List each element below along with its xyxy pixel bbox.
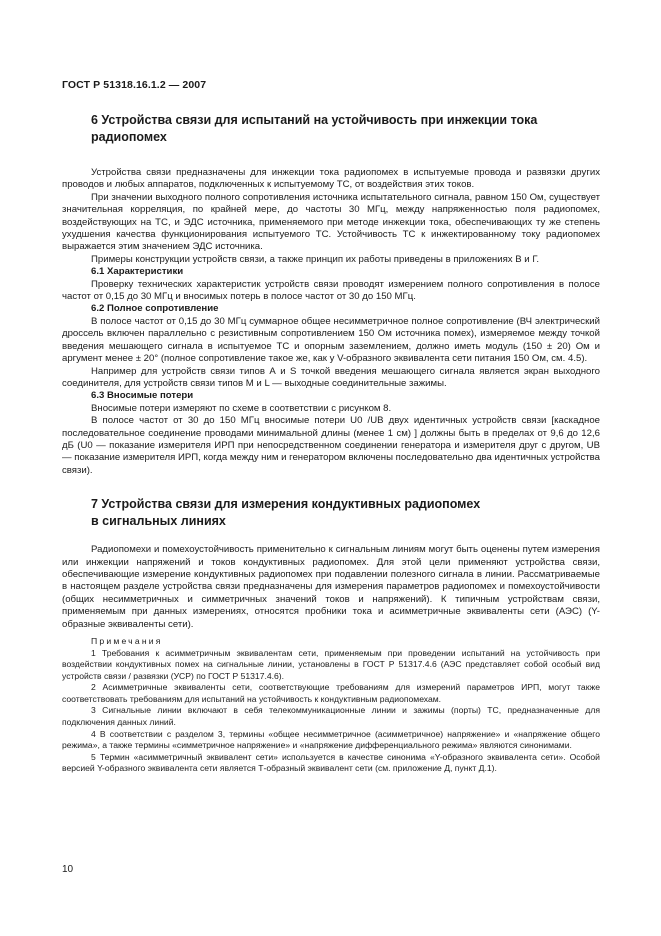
page-number: 10 [62,864,74,875]
subsection-6-2-text-2: Например для устройств связи типов А и S точкой введения мешающего сигнала является экран выходного соединителя, для устройств связи типов М и L — выходные соединительные зажимы. [62,365,600,389]
section-6-title: 6 Устройства связи для испытаний на устойчивость при инжекции тока радиопомех [91,113,538,144]
note-4: 4 В соответствии с разделом 3, термины «общее несимметричное (асимметричное) напряжение» и «напряжение общего режима», а также термины «симметричное напряжение» и «напряжение дифференциального режима» являются синонимами. [62,728,600,751]
section-6-paragraph-2: При значении выходного полного сопротивления источника испытательного сигнала, равном 150 Ом, существует значительная корреляция, по крайней мере, до частоты 30 МГц, между напряженностью поля радиопомех, воздействующих на ТС, и ЭДС источника, применяемого при методе инжекции тока, обеспечивающих ту же степень ухудшения качества функционирования испытуемого ТС. Устойчивость ТС к инжектированному току радиопомех выражается этим значением ЭДС источника. [62,191,600,253]
note-5: 5 Термин «асимметричный эквивалент сети» используется в качестве синонима «Y-образного эквивалента сети». Особой версией Y-образного эквивалента сети является Т-образный эквивалент сети (см. приложение Д, пункт Д.1). [62,751,600,774]
subsection-6-1-title: 6.1 Характеристики [91,266,184,278]
note-3: 3 Сигнальные линии включают в себя телекоммуникационные линии и зажимы (порты) ТС, предназначенные для подключения данных линий. [62,705,600,728]
subsection-6-1-text: Проверку технических характеристик устройств связи проводят измерением полного сопротивления в полосе частот от 0,15 до 30 МГц и вносимых потерь в полосе частот от 30 до 150 МГц. [62,278,600,303]
standard-header: ГОСТ Р 51318.16.1.2 — 2007 [62,79,207,91]
section-6-paragraph-3: Примеры конструкции устройств связи, а также принцип их работы приведены в приложениях В и Г. [91,253,540,265]
note-2: 2 Асимметричные эквиваленты сети, соответствующие требованиям для измерений параметров ИРП, могут также соответствовать требованиям для испытаний на устойчивость к кондуктивным радиопомехам. [62,682,600,704]
section-7-paragraph: Радиопомехи и помехоустойчивость применительно к сигнальным линиям могут быть оценены путем измерения или инжекции напряжений и токов кондуктивных радиопомех. Для этой цели применяют устройства связи, обеспечивающие измерение кондуктивных радиопомех при подавлении полезного сигнала в линии. Рассматриваемые в настоящем разделе устройства связи предназначены для измерения параметров радиопомех и помехоустойчивости (общих несимметричных и симметричных значений токов и напряжений). К типичным устройствам связи, применяемым при данных измерениях, относятся пробники тока и асимметричные эквиваленты сети (АЭС) (Y-образные эквиваленты сети). [62,544,600,630]
section-7-title-line-2: в сигнальных линиях [91,514,226,529]
section-6-paragraph-1: Устройства связи предназначены для инжекции тока радиопомех в испытуемые провода и развязки других проводов и любых аппаратов, подключенных к испытуемому ТС, от воздействия этих токов. [62,167,600,191]
subsection-6-3-title: 6.3 Вносимые потери [91,390,194,402]
section-7-title [91,496,600,530]
section-7-title-line-1: 7 Устройства связи для измерения кондуктивных радиопомех [91,497,481,512]
note-1: 1 Требования к асимметричным эквивалентам сети, применяемым при проведении испытаний на устойчивость при воздействии кондуктивных помех на сигнальные линии, установлены в ГОСТ Р 51317.4.6 (АЭС представляет собой особый вид устройств связи / развязки (УСР) по ГОСТ Р 51317.4.6). [62,647,600,681]
subsection-6-2-text-1: В полосе частот от 0,15 до 30 МГц суммарное общее несимметричное полное сопротивление (ВЧ электрический дроссель включен параллельно с резистивным сопротивлением 150 Ом источника помех), измеряемое между точкой введения мешающего сигнала в испытуемое ТС и опорным заземлением, должно иметь модуль (150 ± 20) Ом и аргумент менее ± 20° (полное сопротивление такое же, как у V-образного эквивалента сети питания 150 Ом, см. 4.5). [62,315,600,365]
subsection-6-3-text-1: Вносимые потери измеряют по схеме в соответствии с рисунком 8. [91,402,392,414]
subsection-6-2-title: 6.2 Полное сопротивление [91,303,219,315]
notes-title: Примечания [91,636,163,646]
page-content [62,112,600,775]
subsection-6-3-text-2: В полосе частот от 30 до 150 МГц вносимые потери U0 /UB двух идентичных устройств связи [каскадное последовательное соединение проводами минимальной длины (менее 1 см) ] должны быть в пределах от 9,6 до 12,6 дБ (U0 — показание измерителя ИРП при непосредственном соединении генератора и измерителя друг с другом, UB — показание измерителя ИРП, когда между ним и генератором включены последовательно два идентичных устройства связи). [62,415,600,476]
